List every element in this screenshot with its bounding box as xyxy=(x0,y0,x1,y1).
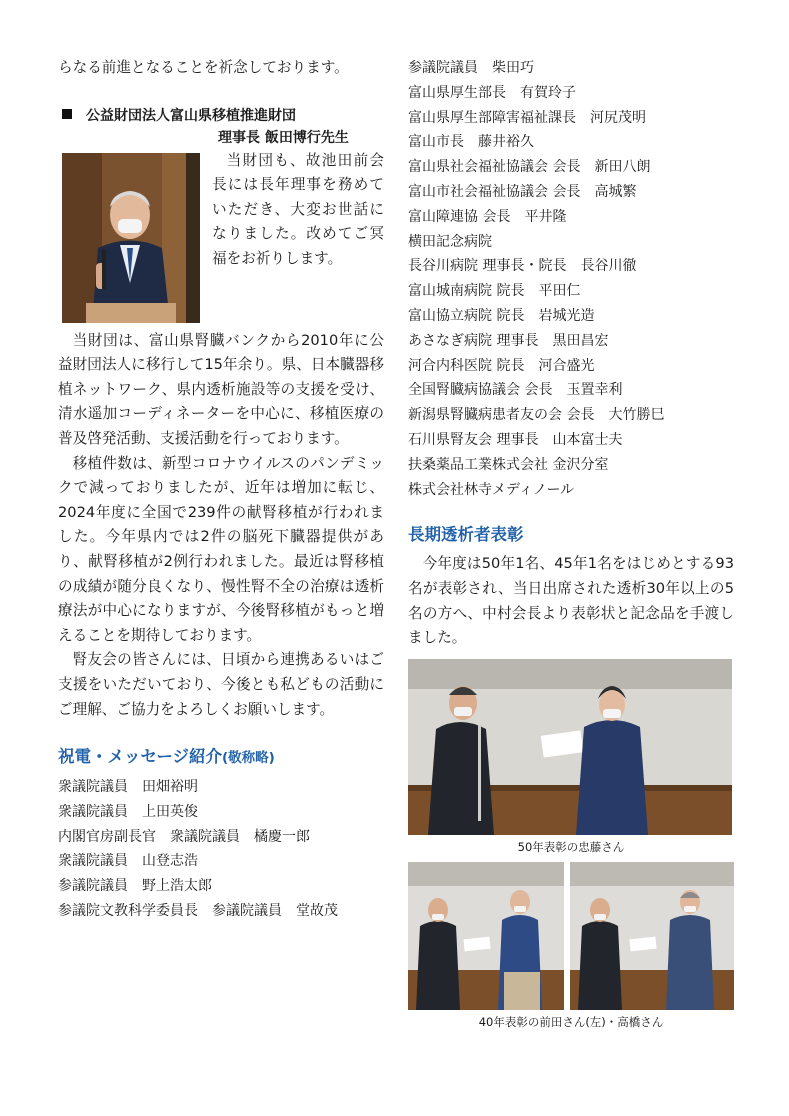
foundation-paragraph-3: 腎友会の皆さんには、日頃から連携あるいはご支援をいただいており、今後とも私どもの活動にご理解、ご協力をよろしくお願いします。 xyxy=(58,651,384,718)
messages-list xyxy=(58,775,384,924)
org-heading xyxy=(58,105,384,127)
award-photo-40-caption: 40年表彰の前田さん(左)・高橋さん xyxy=(478,1014,664,1029)
award-photo-50-illustration xyxy=(408,659,732,835)
list-item: 参議院議員 野上浩太郎 xyxy=(58,878,212,895)
award-photo-row xyxy=(408,862,734,1010)
award-text: 今年度は50年1名、45年1名をはじめとする93名が表彰され、当日出席された透析30年以上の5名の方へ、中村会長より表彰状と記念品を手渡しました。 xyxy=(408,555,734,647)
award-heading: 長期透析者表彰 xyxy=(408,525,524,545)
list-item: 河合内科医院 院長 河合盛光 xyxy=(408,357,595,374)
list-item: 株式会社林寺メディノール xyxy=(408,481,575,498)
org-name: 公益財団法人富山県移植推進財団 xyxy=(86,107,296,124)
left-column xyxy=(58,56,384,924)
award-photo-maeda-illustration xyxy=(408,862,564,1010)
greeting-text: 当財団も、故池田前会長には長年理事を務めていただき、大変お世話になりました。改めてご冥福をお祈りします。 xyxy=(212,151,384,267)
list-item: 富山協立病院 院長 岩城光造 xyxy=(408,307,595,324)
list-item: あさなぎ病院 理事長 黒田昌宏 xyxy=(408,332,609,349)
award-photo-takahashi-illustration xyxy=(570,862,734,1010)
award-photo-40-years-maeda xyxy=(408,862,564,1010)
award-photo-40-years-takahashi xyxy=(570,862,734,1010)
intro-tail-text: らなる前進となることを祈念しております。 xyxy=(58,59,349,76)
list-item: 扶桑薬品工業株式会社 金沢分室 xyxy=(408,456,609,473)
list-item: 横田記念病院 xyxy=(408,233,492,250)
speaker-photo xyxy=(62,153,200,323)
list-item: 内閣官房副長官 衆議院議員 橘慶一郎 xyxy=(58,828,310,845)
list-item: 衆議院議員 上田英俊 xyxy=(58,803,198,820)
list-item: 参議院文教科学委員長 参議院議員 堂故茂 xyxy=(58,903,338,920)
list-item: 長谷川病院 理事長・院長 長谷川徹 xyxy=(408,258,637,275)
square-bullet-icon xyxy=(62,109,72,119)
list-item: 新潟県腎臓病患者友の会 会長 大竹勝巳 xyxy=(408,407,665,424)
award-photo-50-caption: 50年表彰の忠藤さん xyxy=(517,839,625,854)
right-column xyxy=(408,56,734,1031)
messages-heading xyxy=(58,744,384,771)
org-person: 理事長 飯田博行先生 xyxy=(218,129,349,146)
list-item: 衆議院議員 山登志浩 xyxy=(58,853,198,870)
messages-list-continued xyxy=(408,56,734,502)
foundation-paragraph-1: 当財団は、富山県腎臓バンクから2010年に公益財団法人に移行して15年余り。県、日本臓器移植ネットワーク、県内透析施設等の支援を受け、清水遥加コーディネーターを中心に、移植医療の普及啓発活動、支援活動を行っております。 xyxy=(58,331,384,447)
list-item: 富山県厚生部障害福祉課長 河尻茂明 xyxy=(408,109,646,126)
messages-note: (敬称略) xyxy=(222,750,275,767)
award-photo-50-years xyxy=(408,659,732,835)
list-item: 富山障連協 会長 平井隆 xyxy=(408,208,567,225)
list-item: 衆議院議員 田畑裕明 xyxy=(58,779,198,796)
list-item: 富山城南病院 院長 平田仁 xyxy=(408,283,581,300)
list-item: 富山市長 藤井裕久 xyxy=(408,134,534,151)
greeting-block xyxy=(58,149,384,329)
speaker-photo-illustration xyxy=(62,153,200,323)
list-item: 富山県厚生部長 有賀玲子 xyxy=(408,84,576,101)
messages-title: 祝電・メッセージ紹介 xyxy=(58,747,223,767)
list-item: 参議院議員 柴田巧 xyxy=(408,60,534,76)
list-item: 富山市社会福祉協議会 会長 高城繁 xyxy=(408,183,637,200)
list-item: 石川県腎友会 理事長 山本富士夫 xyxy=(408,431,623,448)
foundation-paragraph-2: 移植件数は、新型コロナウイルスのパンデミックで減っておりましたが、近年は増加に転じ、2024年度に全国で239件の献腎移植が行われました。今年県内では2件の脳死下臓器提供があり、献腎移植が2例行われました。最近は腎移植の成績が随分良くなり、慢性腎不全の治療は透析療法が中心になりますが、今後腎移植がもっと増えることを期待しております。 xyxy=(58,454,384,644)
list-item: 富山県社会福祉協議会 会長 新田八朗 xyxy=(408,159,651,176)
list-item: 全国腎臓病協議会 会長 玉置幸利 xyxy=(408,382,623,399)
